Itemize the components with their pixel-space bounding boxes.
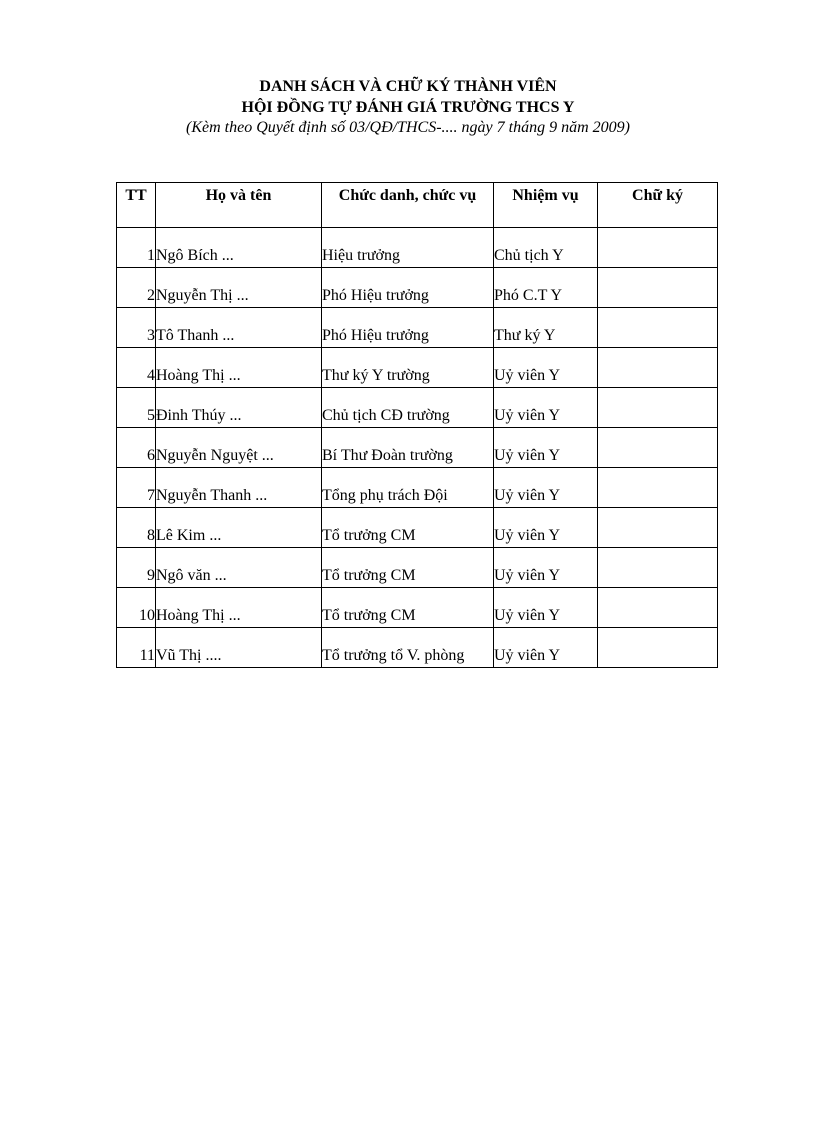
cell-signature [598,428,718,468]
table-row [117,508,718,548]
cell-task: Uỷ viên Y [494,468,598,508]
table-row [117,548,718,588]
column-header-task: Nhiệm vụ [494,183,598,228]
table-row [117,428,718,468]
document-header [0,76,816,138]
cell-signature [598,308,718,348]
cell-signature [598,388,718,428]
cell-signature [598,468,718,508]
cell-role: Thư ký Y trường [322,348,494,388]
cell-tt: 3 [117,308,156,348]
cell-name: Ngô văn ... [156,548,322,588]
cell-tt: 8 [117,508,156,548]
table-row [117,468,718,508]
cell-signature [598,508,718,548]
cell-name: Nguyễn Thị ... [156,268,322,308]
document-title-line-2: HỘI ĐỒNG TỰ ĐÁNH GIÁ TRƯỜNG THCS Y [241,99,575,116]
cell-tt: 1 [117,228,156,268]
column-header-tt: TT [117,183,156,228]
cell-tt: 2 [117,268,156,308]
cell-task: Uỷ viên Y [494,588,598,628]
cell-role: Tổng phụ trách Đội [322,468,494,508]
table-row [117,308,718,348]
members-table [116,182,718,668]
document-title-line-1: DANH SÁCH VÀ CHỮ KÝ THÀNH VIÊN [259,78,557,95]
cell-task: Uỷ viên Y [494,628,598,668]
cell-name: Nguyễn Thanh ... [156,468,322,508]
cell-task: Thư ký Y [494,308,598,348]
table-row [117,348,718,388]
table-row [117,268,718,308]
column-header-role: Chức danh, chức vụ [322,183,494,228]
cell-name: Ngô Bích ... [156,228,322,268]
cell-task: Chủ tịch Y [494,228,598,268]
cell-role: Bí Thư Đoàn trường [322,428,494,468]
document-subtitle: (Kèm theo Quyết định số 03/QĐ/THCS-.... ngày 7 tháng 9 năm 2009) [186,119,630,136]
cell-signature [598,628,718,668]
cell-role: Chủ tịch CĐ trường [322,388,494,428]
table-row [117,628,718,668]
table-row [117,228,718,268]
cell-name: Hoàng Thị ... [156,348,322,388]
cell-name: Hoàng Thị ... [156,588,322,628]
cell-task: Phó C.T Y [494,268,598,308]
table-row [117,388,718,428]
cell-name: Vũ Thị .... [156,628,322,668]
cell-tt: 6 [117,428,156,468]
cell-name: Lê Kim ... [156,508,322,548]
cell-signature [598,228,718,268]
cell-signature [598,268,718,308]
table-row [117,588,718,628]
cell-task: Uỷ viên Y [494,348,598,388]
cell-tt: 11 [117,628,156,668]
column-header-signature: Chữ ký [598,183,718,228]
cell-signature [598,588,718,628]
table-body [117,228,718,668]
cell-role: Phó Hiệu trưởng [322,268,494,308]
cell-tt: 7 [117,468,156,508]
cell-name: Đinh Thúy ... [156,388,322,428]
cell-task: Uỷ viên Y [494,508,598,548]
cell-name: Nguyễn Nguyệt ... [156,428,322,468]
cell-role: Hiệu trưởng [322,228,494,268]
cell-role: Tổ trưởng CM [322,548,494,588]
column-header-name: Họ và tên [156,183,322,228]
cell-signature [598,348,718,388]
cell-role: Tổ trưởng CM [322,508,494,548]
cell-tt: 5 [117,388,156,428]
cell-tt: 4 [117,348,156,388]
cell-task: Uỷ viên Y [494,428,598,468]
cell-name: Tô Thanh ... [156,308,322,348]
cell-role: Phó Hiệu trưởng [322,308,494,348]
cell-role: Tổ trưởng CM [322,588,494,628]
cell-task: Uỷ viên Y [494,548,598,588]
cell-task: Uỷ viên Y [494,388,598,428]
cell-role: Tổ trưởng tổ V. phòng [322,628,494,668]
table-header-row [117,183,718,228]
cell-tt: 9 [117,548,156,588]
table-header [117,183,718,228]
cell-tt: 10 [117,588,156,628]
cell-signature [598,548,718,588]
